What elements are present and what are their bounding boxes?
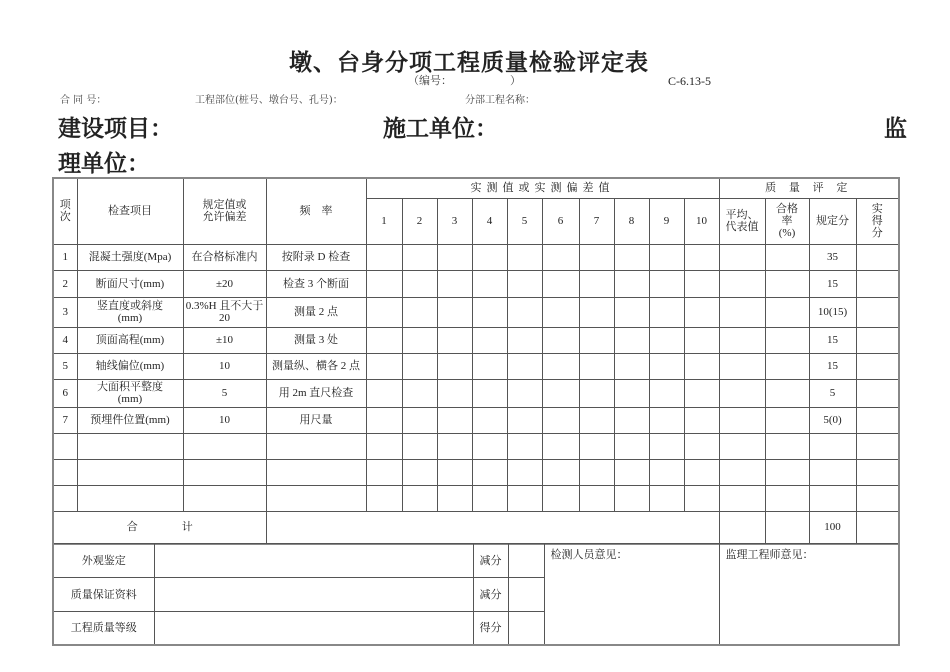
table-row (53, 244, 899, 270)
measured-cell[interactable] (507, 327, 542, 353)
total-avg-cell[interactable] (719, 511, 765, 544)
measured-cell[interactable] (649, 244, 684, 270)
empty-cell[interactable] (402, 433, 437, 459)
row-item: 预埋件位置(mm) (77, 407, 183, 433)
measured-cell[interactable] (507, 407, 542, 433)
avg-cell[interactable] (719, 379, 765, 407)
empty-cell[interactable] (856, 459, 899, 485)
measured-cell[interactable] (684, 297, 719, 327)
empty-cell[interactable] (856, 485, 899, 511)
empty-cell[interactable] (765, 459, 809, 485)
actual-score-cell[interactable] (856, 270, 899, 297)
row-frequency: 检查 3 个断面 (266, 270, 366, 297)
measured-cell[interactable] (542, 353, 579, 379)
measured-cell[interactable] (579, 353, 614, 379)
empty-cell[interactable] (266, 485, 366, 511)
avg-cell[interactable] (719, 327, 765, 353)
measured-cell[interactable] (472, 353, 507, 379)
empty-cell[interactable] (53, 433, 77, 459)
contract-no-label: 合 同 号： (60, 95, 107, 106)
header-actual-score: 实得分 (856, 198, 899, 244)
measured-cell[interactable] (649, 327, 684, 353)
row-item: 断面尺寸(mm) (77, 270, 183, 297)
actual-score-cell[interactable] (856, 327, 899, 353)
header-check-item: 检查项目 (77, 178, 183, 244)
deduct-value-2[interactable] (508, 578, 544, 612)
form-code: C-6.13-5 (668, 74, 711, 88)
measured-cell[interactable] (437, 270, 472, 297)
measured-cell[interactable] (542, 407, 579, 433)
empty-cell[interactable] (684, 459, 719, 485)
measured-cell[interactable] (366, 379, 402, 407)
total-measured-span[interactable] (266, 511, 719, 544)
measured-cell[interactable] (649, 407, 684, 433)
empty-cell[interactable] (684, 485, 719, 511)
measured-cell[interactable] (649, 353, 684, 379)
table-row (53, 270, 899, 297)
empty-cell[interactable] (77, 433, 183, 459)
empty-cell[interactable] (472, 433, 507, 459)
row-std-score: 35 (809, 244, 856, 270)
header-measured-5: 5 (507, 198, 542, 244)
empty-cell[interactable] (183, 459, 266, 485)
measured-cell[interactable] (472, 244, 507, 270)
row-spec: ±20 (183, 270, 266, 297)
pass-rate-cell[interactable] (765, 297, 809, 327)
empty-cell[interactable] (809, 485, 856, 511)
empty-cell[interactable] (183, 485, 266, 511)
empty-cell[interactable] (809, 433, 856, 459)
supervisor-opinion[interactable] (719, 544, 899, 645)
measured-cell[interactable] (437, 297, 472, 327)
measured-cell[interactable] (437, 244, 472, 270)
empty-cell[interactable] (266, 459, 366, 485)
header-spec-value: 规定值或允许偏差 (183, 178, 266, 244)
measured-cell[interactable] (542, 244, 579, 270)
appearance-label: 外观鉴定 (53, 544, 154, 578)
measured-cell[interactable] (542, 297, 579, 327)
measured-cell[interactable] (366, 270, 402, 297)
header-measured-group: 实测值或实测偏差值 (366, 178, 719, 198)
row-no: 2 (53, 270, 77, 297)
empty-cell[interactable] (542, 459, 579, 485)
row-frequency: 测量纵、横各 2 点 (266, 353, 366, 379)
empty-row (53, 485, 899, 511)
measured-cell[interactable] (402, 244, 437, 270)
measured-cell[interactable] (542, 327, 579, 353)
total-actual-score-cell[interactable] (856, 511, 899, 544)
header-measured-4: 4 (472, 198, 507, 244)
row-spec: 10 (183, 407, 266, 433)
actual-score-cell[interactable] (856, 353, 899, 379)
measured-cell[interactable] (366, 407, 402, 433)
empty-cell[interactable] (684, 433, 719, 459)
empty-cell[interactable] (507, 433, 542, 459)
empty-cell[interactable] (614, 459, 649, 485)
measured-cell[interactable] (472, 327, 507, 353)
quality-inspection-table (52, 177, 900, 545)
score-value[interactable] (508, 612, 544, 645)
actual-score-cell[interactable] (856, 379, 899, 407)
header-measured-7: 7 (579, 198, 614, 244)
empty-cell[interactable] (472, 459, 507, 485)
actual-score-cell[interactable] (856, 244, 899, 270)
empty-cell[interactable] (77, 459, 183, 485)
measured-cell[interactable] (579, 327, 614, 353)
total-label (53, 511, 266, 544)
measured-cell[interactable] (614, 297, 649, 327)
empty-cell[interactable] (366, 459, 402, 485)
supervisor-opinion-label: 监理工程师意见： (725, 549, 814, 561)
measured-cell[interactable] (507, 379, 542, 407)
page-title: 墩、台身分项工程质量检验评定表 (289, 49, 649, 76)
measured-cell[interactable] (614, 379, 649, 407)
row-std-score: 15 (809, 327, 856, 353)
empty-cell[interactable] (437, 485, 472, 511)
empty-cell[interactable] (542, 485, 579, 511)
total-row (53, 511, 899, 544)
row-no: 4 (53, 327, 77, 353)
total-label-a: 合 (126, 521, 138, 534)
empty-cell[interactable] (402, 459, 437, 485)
row-frequency: 用 2m 直尺检查 (266, 379, 366, 407)
pass-rate-cell[interactable] (765, 244, 809, 270)
measured-cell[interactable] (402, 327, 437, 353)
measured-cell[interactable] (472, 270, 507, 297)
total-label-b: 计 (181, 521, 193, 534)
empty-cell[interactable] (53, 485, 77, 511)
avg-cell[interactable] (719, 407, 765, 433)
header-measured-1: 1 (366, 198, 402, 244)
measured-cell[interactable] (507, 297, 542, 327)
empty-cell[interactable] (542, 433, 579, 459)
total-pass-rate-cell[interactable] (765, 511, 809, 544)
pass-rate-cell[interactable] (765, 379, 809, 407)
empty-row (53, 433, 899, 459)
empty-cell[interactable] (765, 433, 809, 459)
row-frequency: 测量 2 点 (266, 297, 366, 327)
measured-cell[interactable] (437, 407, 472, 433)
score-label: 得分 (473, 612, 508, 645)
header-frequency: 频 率 (266, 178, 366, 244)
empty-cell[interactable] (809, 459, 856, 485)
empty-cell[interactable] (649, 485, 684, 511)
appearance-field[interactable] (154, 544, 473, 578)
pass-rate-cell[interactable] (765, 270, 809, 297)
measured-cell[interactable] (507, 353, 542, 379)
measured-cell[interactable] (472, 407, 507, 433)
empty-cell[interactable] (579, 459, 614, 485)
measured-cell[interactable] (579, 407, 614, 433)
header-item-no: 项次 (53, 178, 77, 244)
row-spec: 0.3%H 且不大于 20 (183, 297, 266, 327)
header-measured-9: 9 (649, 198, 684, 244)
grade-label: 工程质量等级 (53, 612, 154, 645)
measured-cell[interactable] (579, 297, 614, 327)
actual-score-cell[interactable] (856, 297, 899, 327)
measured-cell[interactable] (614, 353, 649, 379)
empty-cell[interactable] (579, 433, 614, 459)
row-no: 1 (53, 244, 77, 270)
form-number-close: ） (510, 74, 521, 87)
table-row (53, 327, 899, 353)
row-std-score: 15 (809, 270, 856, 297)
measured-cell[interactable] (366, 327, 402, 353)
empty-cell[interactable] (649, 433, 684, 459)
inspector-opinion[interactable] (544, 544, 719, 645)
empty-cell[interactable] (366, 433, 402, 459)
measured-cell[interactable] (614, 270, 649, 297)
row-spec: 在合格标准内 (183, 244, 266, 270)
row-item: 混凝土强度(Mpa) (77, 244, 183, 270)
empty-cell[interactable] (614, 433, 649, 459)
measured-cell[interactable] (366, 244, 402, 270)
measured-cell[interactable] (437, 379, 472, 407)
empty-cell[interactable] (266, 433, 366, 459)
measured-cell[interactable] (614, 327, 649, 353)
empty-cell[interactable] (366, 485, 402, 511)
empty-cell[interactable] (719, 485, 765, 511)
measured-cell[interactable] (402, 270, 437, 297)
header-avg: 平均、代表值 (719, 198, 765, 244)
empty-row (53, 459, 899, 485)
empty-cell[interactable] (719, 459, 765, 485)
empty-cell[interactable] (183, 433, 266, 459)
deduct-value-1[interactable] (508, 544, 544, 578)
supervision-unit-label-start: 监 (884, 115, 907, 142)
row-spec: 10 (183, 353, 266, 379)
measured-cell[interactable] (402, 407, 437, 433)
header-measured-6: 6 (542, 198, 579, 244)
empty-cell[interactable] (77, 485, 183, 511)
empty-cell[interactable] (579, 485, 614, 511)
measured-cell[interactable] (402, 379, 437, 407)
empty-cell[interactable] (614, 485, 649, 511)
measured-cell[interactable] (579, 379, 614, 407)
measured-cell[interactable] (684, 270, 719, 297)
measured-cell[interactable] (437, 327, 472, 353)
measured-cell[interactable] (472, 379, 507, 407)
measured-cell[interactable] (366, 353, 402, 379)
measured-cell[interactable] (542, 379, 579, 407)
pass-rate-cell[interactable] (765, 353, 809, 379)
footer-table (52, 543, 900, 646)
avg-cell[interactable] (719, 297, 765, 327)
form-number-label: （编号： (408, 74, 452, 87)
total-std-score: 100 (809, 511, 856, 544)
construction-unit-label: 施工单位： (383, 115, 498, 142)
avg-cell[interactable] (719, 244, 765, 270)
empty-cell[interactable] (856, 433, 899, 459)
quality-docs-label: 质量保证资料 (53, 578, 154, 612)
header-measured-2: 2 (402, 198, 437, 244)
empty-cell[interactable] (719, 433, 765, 459)
row-std-score: 5 (809, 379, 856, 407)
inspector-opinion-label: 检测人员意见： (550, 549, 628, 561)
row-spec: ±10 (183, 327, 266, 353)
row-std-score: 10(15) (809, 297, 856, 327)
row-spec: 5 (183, 379, 266, 407)
measured-cell[interactable] (649, 379, 684, 407)
quality-docs-field[interactable] (154, 578, 473, 612)
measured-cell[interactable] (649, 270, 684, 297)
empty-cell[interactable] (437, 433, 472, 459)
measured-cell[interactable] (472, 297, 507, 327)
measured-cell[interactable] (684, 379, 719, 407)
row-item: 大面积平整度(mm) (77, 379, 183, 407)
measured-cell[interactable] (542, 270, 579, 297)
measured-cell[interactable] (684, 327, 719, 353)
measured-cell[interactable] (614, 244, 649, 270)
row-std-score: 15 (809, 353, 856, 379)
pass-rate-cell[interactable] (765, 327, 809, 353)
row-no: 5 (53, 353, 77, 379)
row-item: 轴线偏位(mm) (77, 353, 183, 379)
sub-project-label: 分部工程名称： (465, 95, 535, 106)
supervision-unit-label-end: 理单位： (58, 150, 150, 177)
pass-rate-cell[interactable] (765, 407, 809, 433)
table-row (53, 297, 899, 327)
row-item: 顶面高程(mm) (77, 327, 183, 353)
row-item: 竖直度或斜度(mm) (77, 297, 183, 327)
measured-cell[interactable] (684, 244, 719, 270)
grade-field[interactable] (154, 612, 473, 645)
table-row (53, 379, 899, 407)
header-measured-8: 8 (614, 198, 649, 244)
actual-score-cell[interactable] (856, 407, 899, 433)
project-location-label: 工程部位(桩号、墩台号、孔号)： (195, 95, 343, 106)
row-no: 7 (53, 407, 77, 433)
header-measured-3: 3 (437, 198, 472, 244)
table-row (53, 407, 899, 433)
measured-cell[interactable] (507, 270, 542, 297)
measured-cell[interactable] (402, 353, 437, 379)
empty-cell[interactable] (437, 459, 472, 485)
measured-cell[interactable] (579, 270, 614, 297)
measured-cell[interactable] (684, 407, 719, 433)
header-pass-rate: 合格率(%) (765, 198, 809, 244)
row-std-score: 5(0) (809, 407, 856, 433)
header-quality-group: 质 量 评 定 (719, 178, 899, 198)
measured-cell[interactable] (402, 297, 437, 327)
empty-cell[interactable] (402, 485, 437, 511)
construction-project-label: 建设项目： (58, 115, 173, 142)
empty-cell[interactable] (765, 485, 809, 511)
deduct-label-2: 减分 (473, 578, 508, 612)
measured-cell[interactable] (614, 407, 649, 433)
row-frequency: 用尺量 (266, 407, 366, 433)
measured-cell[interactable] (649, 297, 684, 327)
row-no: 6 (53, 379, 77, 407)
table-row (53, 353, 899, 379)
empty-cell[interactable] (649, 459, 684, 485)
measured-cell[interactable] (507, 244, 542, 270)
row-frequency: 按附录 D 检查 (266, 244, 366, 270)
avg-cell[interactable] (719, 270, 765, 297)
empty-cell[interactable] (507, 459, 542, 485)
header-measured-10: 10 (684, 198, 719, 244)
measured-cell[interactable] (437, 353, 472, 379)
row-no: 3 (53, 297, 77, 327)
avg-cell[interactable] (719, 353, 765, 379)
measured-cell[interactable] (579, 244, 614, 270)
measured-cell[interactable] (684, 353, 719, 379)
empty-cell[interactable] (507, 485, 542, 511)
empty-cell[interactable] (53, 459, 77, 485)
measured-cell[interactable] (366, 297, 402, 327)
row-frequency: 测量 3 处 (266, 327, 366, 353)
header-std-score: 规定分 (809, 198, 856, 244)
empty-cell[interactable] (472, 485, 507, 511)
deduct-label-1: 减分 (473, 544, 508, 578)
